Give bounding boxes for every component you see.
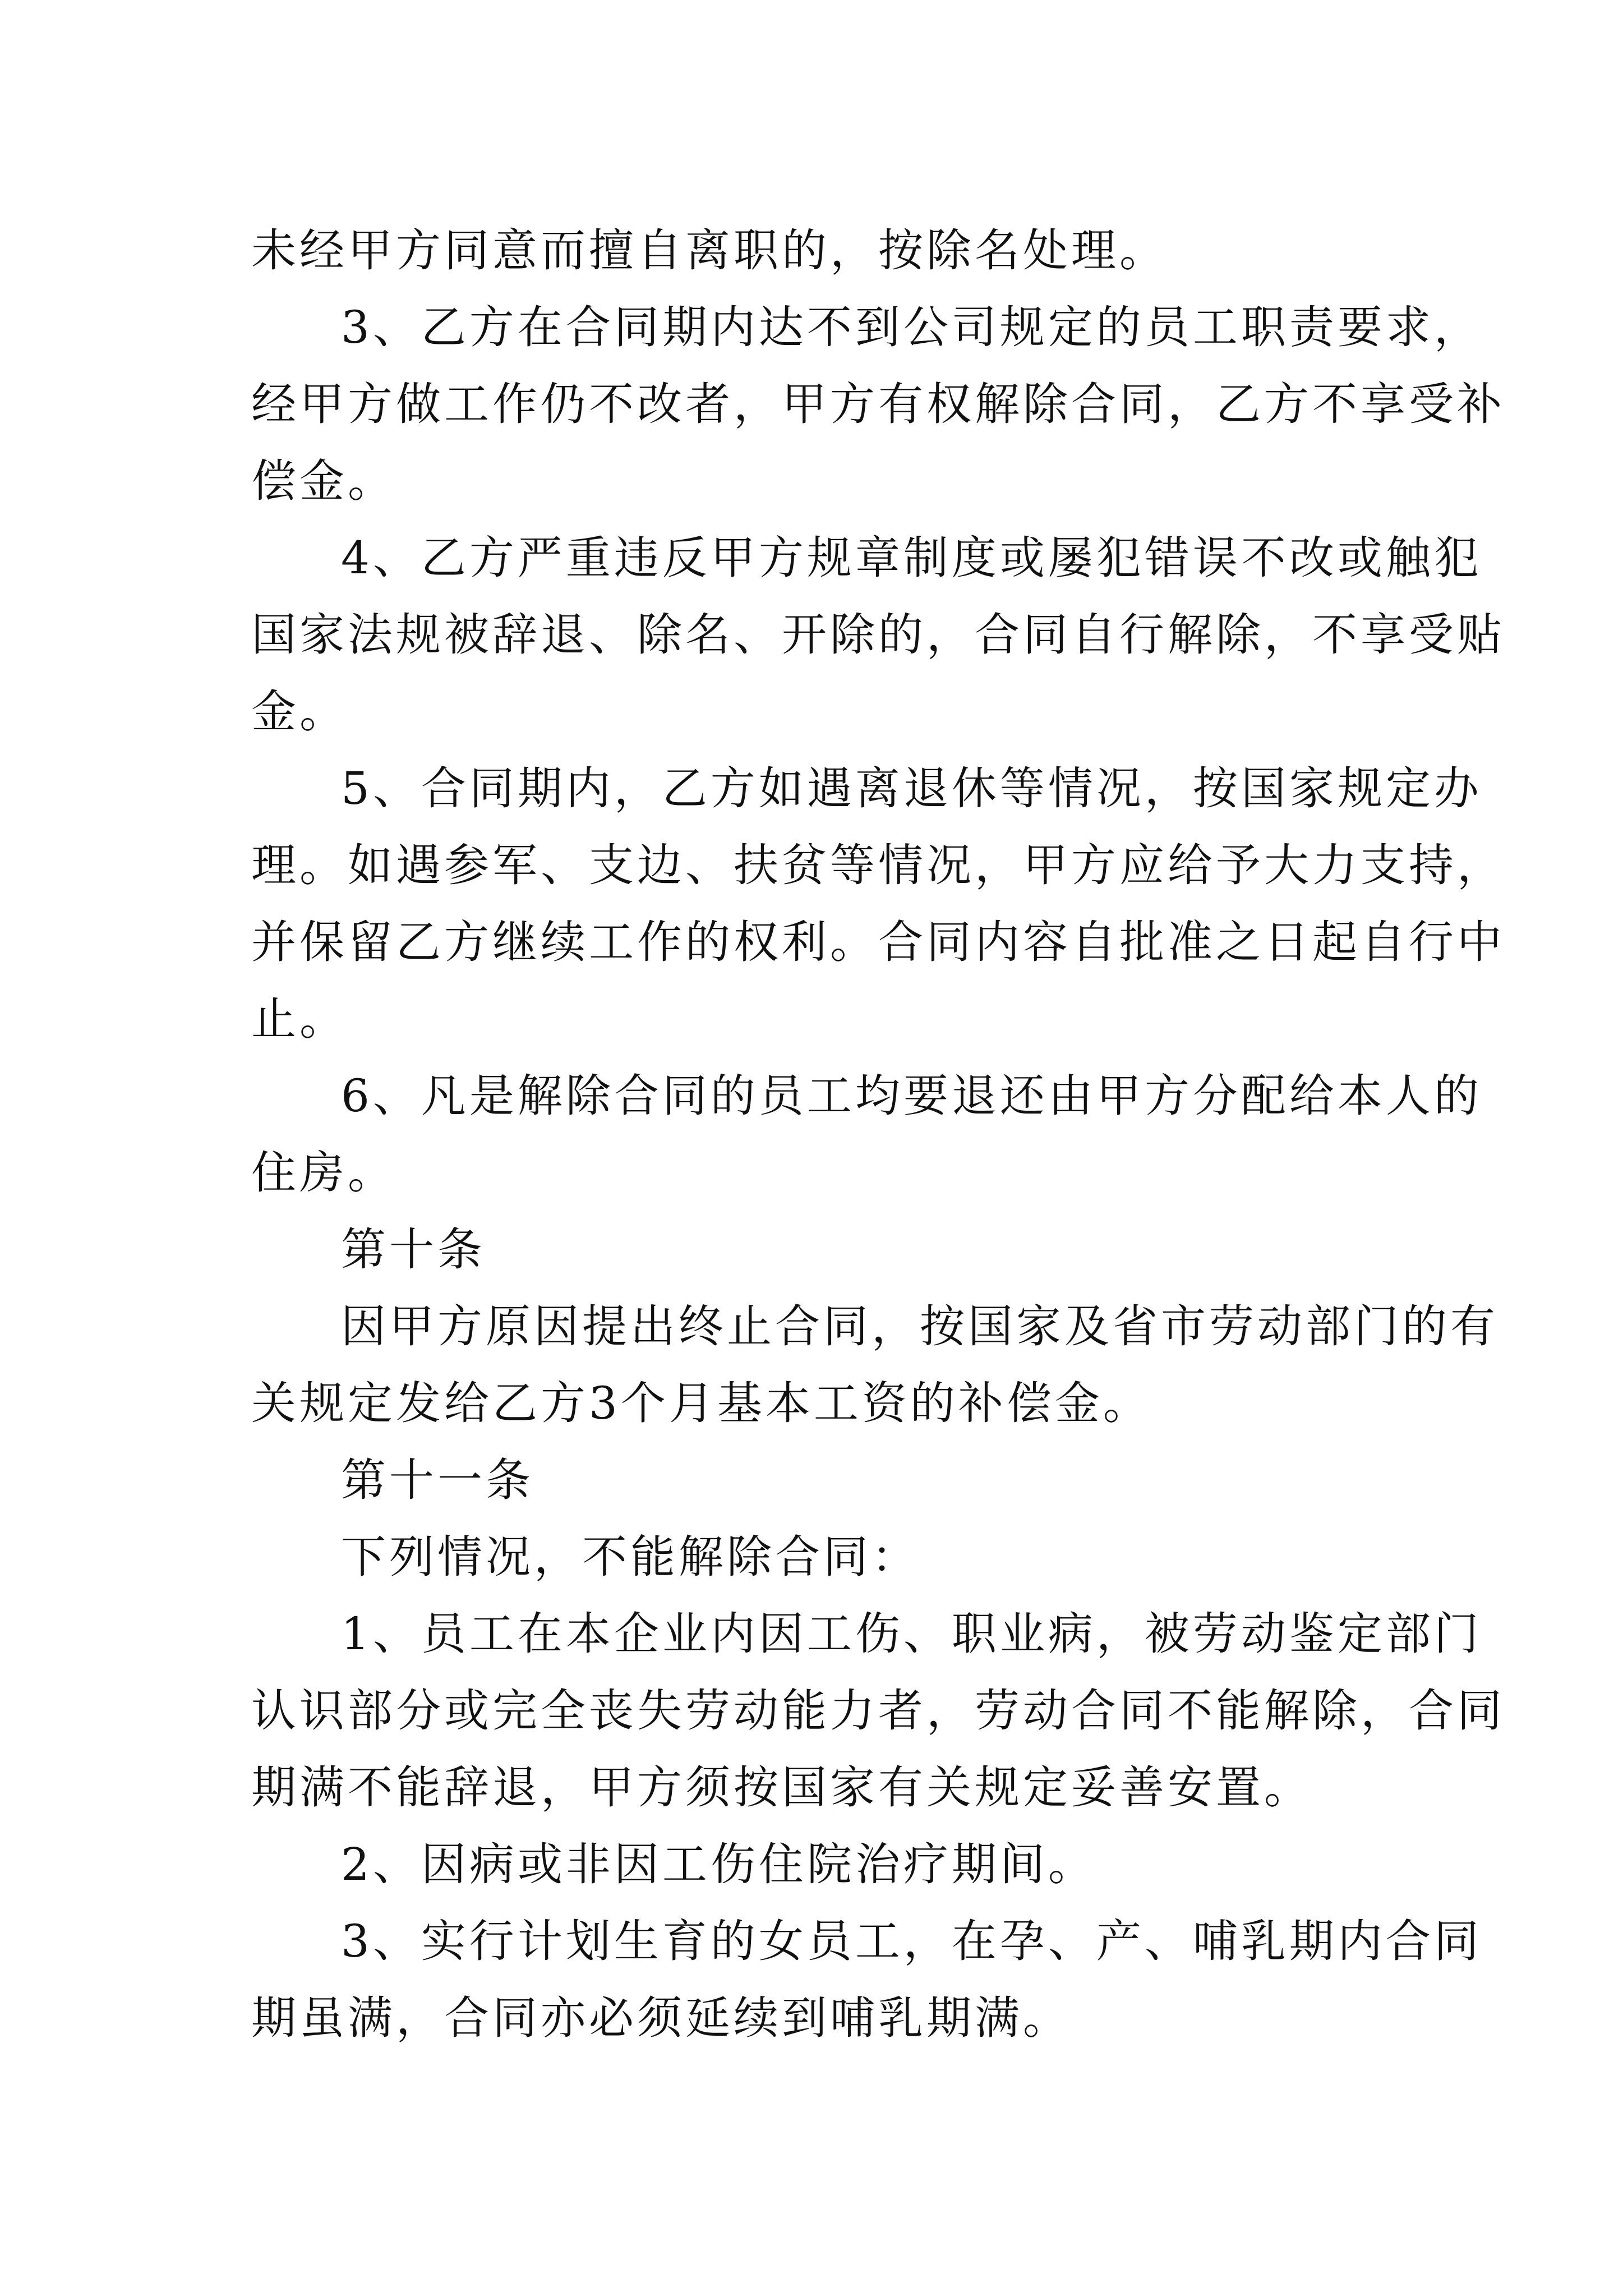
text-line: 住房。 [251,1147,396,1199]
text-line: 经甲方做工作仍不改者，甲方有权解除合同，乙方不享受补 [251,378,1505,430]
text-line: 6、凡是解除合同的员工均要退还由甲方分配给本人的 [341,1070,1482,1122]
text-line: 3、实行计划生育的女员工，在孕、产、哺乳期内合同 [341,1915,1482,1967]
text-line: 2、因病或非因工伤住院治疗期间。 [341,1838,1096,1890]
text-line: 下列情况，不能解除合同： [341,1531,920,1583]
text-line: 5、合同期内，乙方如遇离退休等情况，按国家规定办 [341,762,1482,815]
text-line: 认识部分或完全丧失劳动能力者，劳动合同不能解除，合同 [251,1685,1505,1737]
text-line: 国家法规被辞退、除名、开除的，合同自行解除，不享受贴 [251,609,1505,661]
text-line: 金。 [251,685,348,738]
text-line: 关规定发给乙方3个月基本工资的补偿金。 [251,1377,1151,1429]
text-line: 第十条 [341,1223,486,1276]
text-line: 偿金。 [251,455,396,507]
text-line: 4、乙方严重违反甲方规章制度或屡犯错误不改或触犯 [341,532,1482,584]
document-body [251,212,1505,2056]
text-line: 理。如遇参军、支边、扶贫等情况，甲方应给予大力支持， [251,839,1505,891]
text-line: 第十一条 [341,1454,534,1506]
text-line: 未经甲方同意而擅自离职的，按除名处理。 [251,224,1168,277]
text-line: 期虽满，合同亦必须延续到哺乳期满。 [251,1992,1071,2044]
text-line: 3、乙方在合同期内达不到公司规定的员工职责要求， [341,301,1482,353]
text-line: 期满不能辞退，甲方须按国家有关规定妥善安置。 [251,1761,1312,1814]
text-line: 1、员工在本企业内因工伤、职业病，被劳动鉴定部门 [341,1608,1482,1660]
text-line: 止。 [251,993,348,1045]
text-line: 因甲方原因提出终止合同，按国家及省市劳动部门的有 [341,1300,1498,1352]
text-line: 并保留乙方继续工作的权利。合同内容自批准之日起自行中 [251,916,1505,968]
